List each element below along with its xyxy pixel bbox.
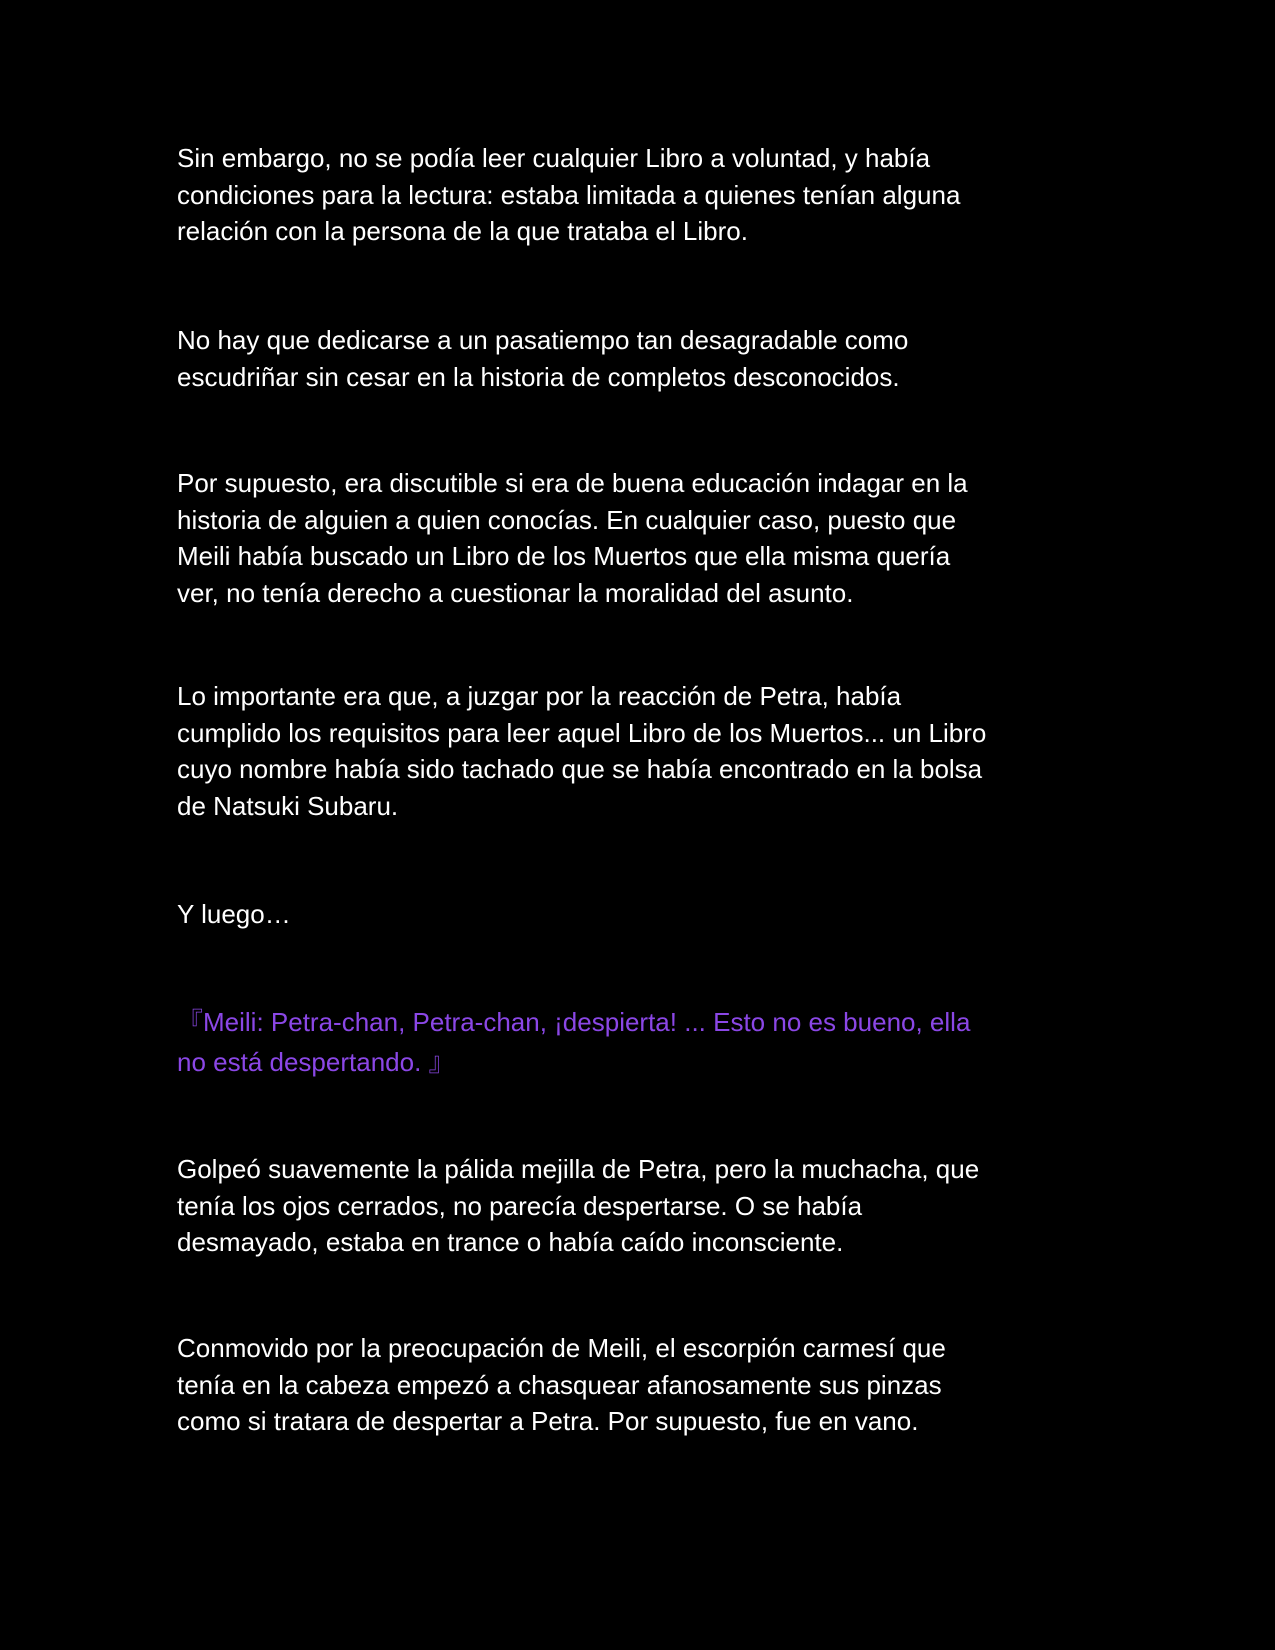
paragraph-1: Sin embargo, no se podía leer cualquier Libro a voluntad, y había condiciones para la lectura: estaba limitada a quienes tenían alguna relación con la persona de la que trataba el Libro. <box>177 143 961 246</box>
paragraph-2: No hay que dedicarse a un pasatiempo tan desagradable como escudriñar sin cesar en la historia de completos desconocidos. <box>177 325 909 392</box>
paragraph-4: Lo importante era que, a juzgar por la reacción de Petra, había cumplido los requisitos para leer aquel Libro de los Muertos... un Libro cuyo nombre había sido tachado que se había encontrado en la bolsa de Natsuki Subaru. <box>177 681 987 821</box>
paragraph-5: Y luego… <box>177 899 291 929</box>
dialogue-line: 『Meili: Petra-chan, Petra-chan, ¡despierta! ... Esto no es bueno, ella no está despertando. 』 <box>177 1007 971 1077</box>
paragraph-8: Conmovido por la preocupación de Meili, el escorpión carmesí que tenía en la cabeza empezó a chasquear afanosamente sus pinzas como si tratara de despertar a Petra. Por supuesto, fue en vano. <box>177 1333 946 1436</box>
paragraph-3: Por supuesto, era discutible si era de buena educación indagar en la historia de alguien a quien conocías. En cualquier caso, puesto que Meili había buscado un Libro de los Muertos que ella misma quería ver, no tenía derecho a cuestionar la moralidad del asunto. <box>177 468 968 608</box>
paragraph-7: Golpeó suavemente la pálida mejilla de Petra, pero la muchacha, que tenía los ojos cerrados, no parecía despertarse. O se había desmayado, estaba en trance o había caído inconsciente. <box>177 1154 980 1257</box>
